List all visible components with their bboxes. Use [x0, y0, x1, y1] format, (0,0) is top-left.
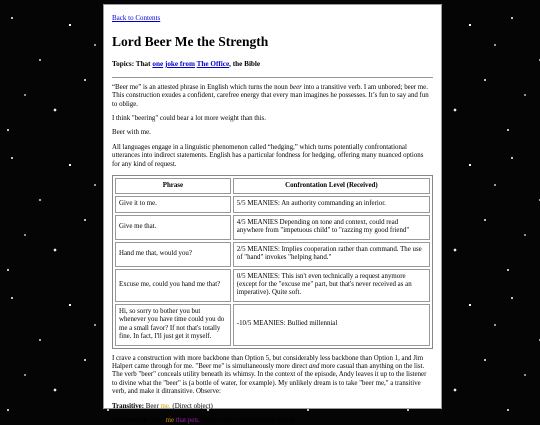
- intro-paragraph-1: “Beer me” is an attested phrase in English which turns the noun beer into a transitive verb. I am unbored; beer me. This construction exudes a confident, carefree energy that every man imagines he possesses. It’s fun to say and fun to oblige.: [112, 83, 429, 108]
- topics-prefix: Topics: That: [112, 59, 153, 68]
- level-cell: 2/5 MEANIES: Implies cooperation rather than command. The use of "hand" invokes "helping hand.": [233, 242, 430, 267]
- topic-link-the-office[interactable]: The Office: [196, 59, 230, 68]
- phrase-cell: Excuse me, could you hand me that?: [115, 269, 231, 302]
- phrase-cell: Hi, so sorry to bother you but whenever you have time could you do me a small favor? If not that's totally fine. In fact, I'll just get it myself.: [115, 304, 231, 346]
- transitive-example: [112, 403, 433, 411]
- table-row: [115, 304, 430, 346]
- intro-paragraph-4: All languages engage in a linguistic phenomenon called “hedging,” which turns potentially confrontational utterances into indirect statements. English has a particular fondness for hedging, offering many nuanced options for any kind of request.: [112, 143, 424, 168]
- transitive-object: me.: [160, 402, 171, 410]
- intro-paragraph-2: I think "beering" could bear a lot more weight than this.: [112, 114, 266, 122]
- emphasis-beer: beer: [289, 83, 302, 91]
- level-cell: -10/5 MEANIES: Bullied millennial: [233, 304, 430, 346]
- ditransitive-indirect-object: me: [165, 417, 175, 425]
- level-cell: 4/5 MEANIES Depending on tone and context, could read anywhere from "impetuous child" to "razzing my good friend": [233, 215, 430, 240]
- ditransitive-label: Ditransitive:: [112, 417, 150, 425]
- phrase-cell: Hand me that, would you?: [115, 242, 231, 267]
- table-row: [115, 196, 430, 212]
- phrase-cell: Give me that.: [115, 215, 231, 240]
- after-table-paragraph: I crave a construction with more backbone than Option 5, but considerably less backbone than Option 1, and Jim Halpert came through for me. "Beer me" is simultaneously more direct and more casual than anything on the list. The verb "beer" conceals utility beneath its whimsy. In the context of the episode, Andy leaves it up to the listener to divine what the "beer" is (a bottle of water, for example). My unlikely dream is to take "beer me," a transitive verb, and make it ditransitive. Observe:: [112, 354, 427, 396]
- topics-suffix: , the Bible: [229, 59, 261, 68]
- table-row: [115, 215, 430, 240]
- level-cell: 0/5 MEANIES: This isn't even technically a request anymore (except for the "excuse me" part, but that's never received as an imperative). Quite soft.: [233, 269, 430, 302]
- hedging-table: [112, 175, 433, 348]
- topic-link-joke[interactable]: joke from: [164, 59, 195, 68]
- topic-link-one[interactable]: one: [152, 59, 164, 68]
- table-row: [115, 269, 430, 302]
- back-to-contents-link[interactable]: Back to Contents: [112, 14, 161, 22]
- transitive-verb: Beer: [145, 402, 159, 410]
- transitive-note: (Direct object): [172, 402, 213, 410]
- ditransitive-direct-object: that pen.: [175, 417, 200, 425]
- transitive-label: Transitive:: [112, 402, 145, 410]
- ditransitive-note: (Direct object and indirect object): [201, 417, 295, 425]
- phrase-cell: Give it to me.: [115, 196, 231, 212]
- ditransitive-example: [112, 417, 433, 425]
- content-page: [103, 4, 442, 425]
- page-title: Lord Beer Me the Strength: [112, 34, 269, 50]
- table-header-row: [115, 178, 430, 194]
- column-header-confrontation: Confrontation Level (Received): [233, 178, 430, 194]
- topics-line: [112, 60, 433, 69]
- table-row: [115, 242, 430, 267]
- column-header-phrase: Phrase: [115, 178, 231, 194]
- intro-paragraph-3: Beer with me.: [112, 129, 151, 137]
- divider: [112, 77, 433, 78]
- ditransitive-verb: Beer: [150, 417, 164, 425]
- level-cell: 5/5 MEANIES: An authority commanding an inferior.: [233, 196, 430, 212]
- emphasis-and: and: [308, 362, 320, 370]
